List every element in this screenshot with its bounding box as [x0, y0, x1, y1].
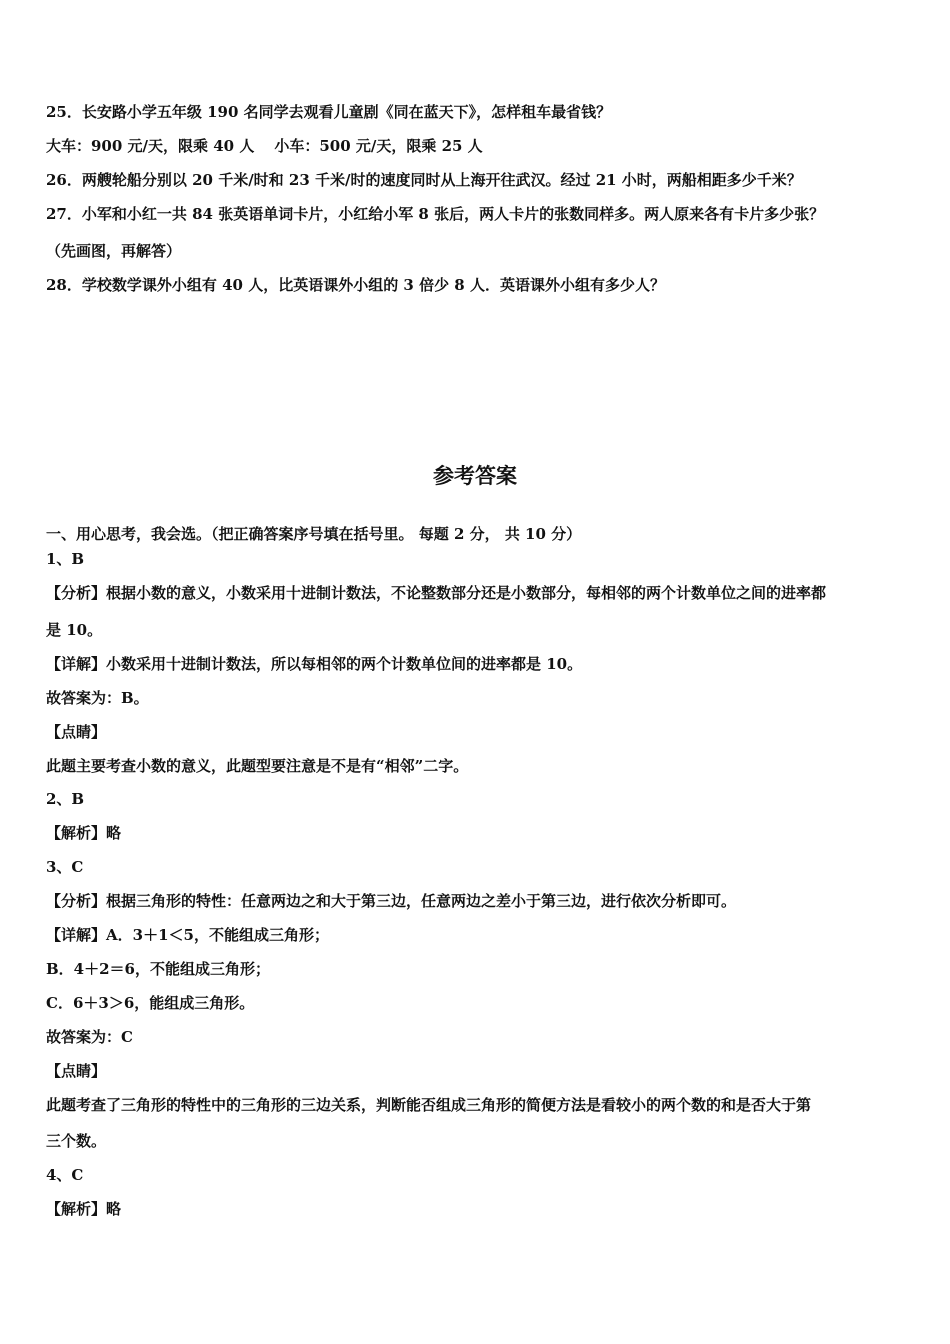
- answer-1-point-label: 【点睛】: [46, 723, 107, 741]
- answer-1-point: 此题主要考查小数的意义，此题型要注意是不是有“相邻”二字。: [46, 757, 469, 775]
- answer-3-point: 此题考查了三角形的特性中的三角形的三边关系，判断能否组成三角形的简便方法是看较小的两个数的和是否大于第: [46, 1096, 812, 1114]
- question-27: 27．小军和小红一共 84 张英语单词卡片，小红给小军 8 张后，两人卡片的张数同样多。两人原来各有卡片多少张？: [46, 205, 825, 223]
- answer-3-detail: 【详解】A．3＋1＜5，不能组成三角形；: [46, 926, 329, 944]
- answer-3-option-b: B．4＋2＝6，不能组成三角形；: [46, 960, 270, 978]
- answer-2: 2、B: [46, 790, 85, 808]
- question-28: 28．学校数学课外小组有 40 人，比英语课外小组的 3 倍少 8 人．英语课外小组有多少人？: [46, 276, 665, 294]
- answer-1: 1、B: [46, 550, 85, 568]
- small-bus-info: 小车：500 元/天，限乘 25 人: [274, 137, 483, 155]
- section-1-heading: 一、用心思考，我会选。（把正确答案序号填在括号里。 每题 2 分， 共 10 分）: [46, 525, 582, 543]
- question-26: 26．两艘轮船分别以 20 千米/时和 23 千米/时的速度同时从上海开往武汉。经过 21 小时，两船相距多少千米？: [46, 171, 802, 189]
- answer-3: 3、C: [46, 858, 84, 876]
- answer-3-point-label: 【点睛】: [46, 1062, 107, 1080]
- big-bus-info: 大车：900 元/天，限乘 40 人: [46, 137, 255, 155]
- answer-3-point-cont: 三个数。: [46, 1132, 107, 1150]
- answer-3-option-c: C．6＋3＞6，能组成三角形。: [46, 994, 255, 1012]
- question-25: 25．长安路小学五年级 190 名同学去观看儿童剧《同在蓝天下》，怎样租车最省钱？: [46, 103, 612, 121]
- question-27-note: （先画图，再解答）: [46, 242, 182, 260]
- answer-4-analysis: 【解析】略: [46, 1200, 122, 1218]
- answer-3-analysis: 【分析】根据三角形的特性：任意两边之和大于第三边，任意两边之差小于第三边，进行依次分析即可。: [46, 892, 737, 910]
- answer-1-detail: 【详解】小数采用十进制计数法，所以每相邻的两个计数单位间的进率都是 10。: [46, 655, 583, 673]
- answer-1-result: 故答案为：B。: [46, 689, 149, 707]
- answer-3-result: 故答案为：C: [46, 1028, 133, 1046]
- answers-title: 参考答案: [433, 464, 517, 488]
- question-25-options: [46, 136, 910, 156]
- answer-1-analysis: 【分析】根据小数的意义，小数采用十进制计数法，不论整数部分还是小数部分，每相邻的两个计数单位之间的进率都: [46, 584, 827, 602]
- answer-2-analysis: 【解析】略: [46, 824, 122, 842]
- answer-1-analysis-cont: 是 10。: [46, 621, 103, 639]
- answer-4: 4、C: [46, 1166, 84, 1184]
